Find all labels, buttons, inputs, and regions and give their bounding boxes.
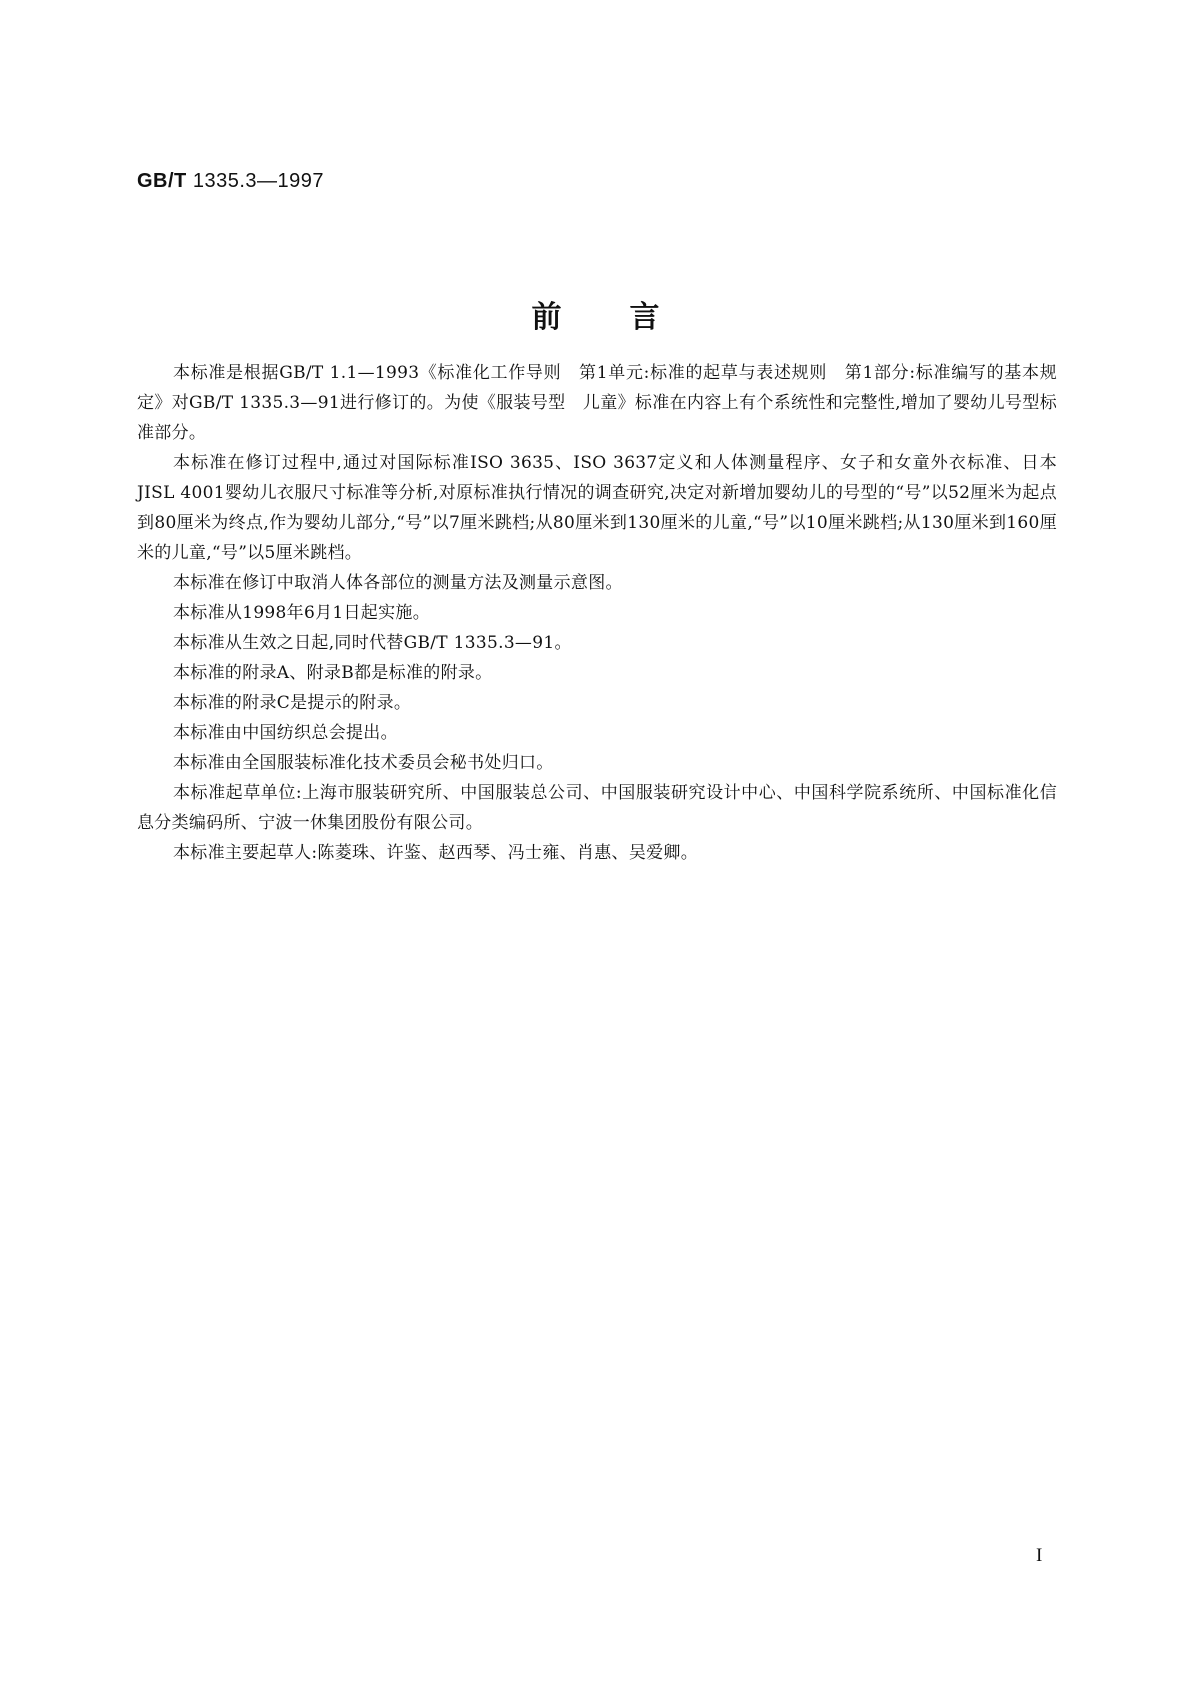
foreword-body	[137, 358, 1057, 868]
paragraph-revision-process: 本标准在修订过程中,通过对国际标准ISO 3635、ISO 3637定义和人体测量程序、女子和女童外衣标准、日本JISL 4001婴幼儿衣服尺寸标准等分析,对原标准执行情况的调查研究,决定对新增加婴幼儿的号型的“号”以52厘米为起点到80厘米为终点,作为婴幼儿部分,“号”以7厘米跳档;从80厘米到130厘米的儿童,“号”以10厘米跳档;从130厘米到160厘米的儿童,“号”以5厘米跳档。	[137, 453, 1057, 563]
standard-code-number: 1335.3—1997	[186, 170, 325, 192]
standard-code-prefix: GB/T	[137, 170, 187, 192]
standard-code-header	[137, 170, 324, 193]
paragraph-effective-date: 本标准从1998年6月1日起实施。	[173, 603, 430, 623]
paragraph-replacement: 本标准从生效之日起,同时代替GB/T 1335.3—91。	[173, 633, 572, 653]
paragraph-main-drafters: 本标准主要起草人:陈菱珠、许鉴、赵西琴、冯士雍、肖惠、吴爱卿。	[173, 843, 699, 863]
paragraph-proposed-by: 本标准由中国纺织总会提出。	[173, 723, 398, 743]
paragraph-drafting-units: 本标准起草单位:上海市服装研究所、中国服装总公司、中国服装研究设计中心、中国科学院系统所、中国标准化信息分类编码所、宁波一休集团股份有限公司。	[137, 783, 1057, 833]
paragraph-normative-annexes: 本标准的附录A、附录B都是标准的附录。	[173, 663, 493, 683]
paragraph-drafting-basis: 本标准是根据GB/T 1.1—1993《标准化工作导则 第1单元:标准的起草与表述规则 第1部分:标准编写的基本规定》对GB/T 1335.3—91进行修订的。为使《服装号型 儿童》标准在内容上有个系统性和完整性,增加了婴幼儿号型标准部分。	[137, 363, 1057, 443]
paragraph-centralized-by: 本标准由全国服装标准化技术委员会秘书处归口。	[173, 753, 554, 773]
paragraph-measurement-removed: 本标准在修订中取消人体各部位的测量方法及测量示意图。	[173, 573, 623, 593]
paragraph-informative-annex: 本标准的附录C是提示的附录。	[173, 693, 412, 713]
page-number: I	[1036, 1545, 1043, 1566]
page-title: 前言	[531, 300, 728, 335]
